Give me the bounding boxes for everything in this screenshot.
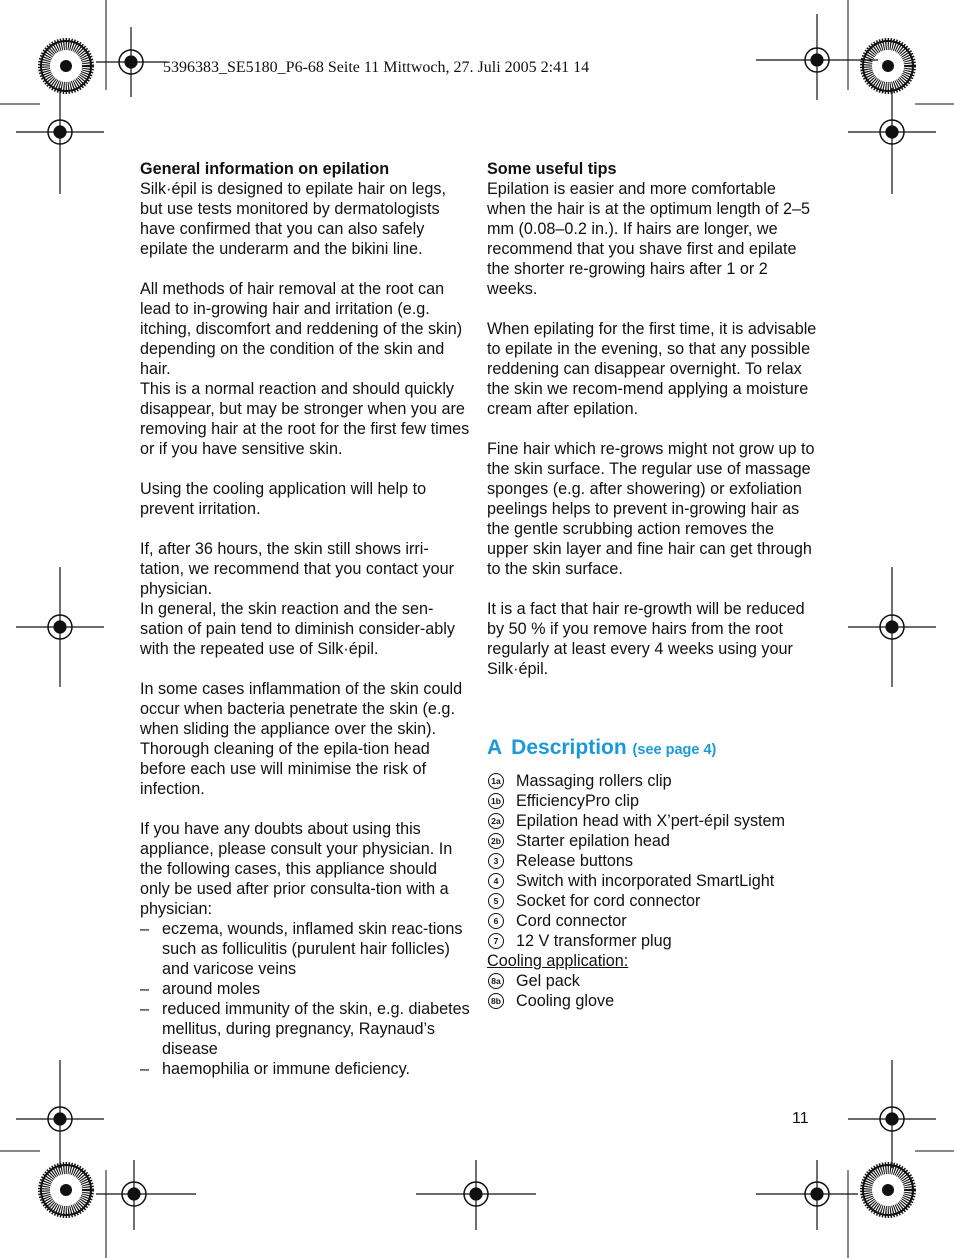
list-item: – eczema, wounds, inflamed skin reac-tions such as folliculitis (purulent hair follicles) and varicose veins (140, 919, 470, 979)
contraindication-list (140, 919, 470, 1079)
part-number-badge: 6 (488, 913, 504, 929)
part-label: Socket for cord connector (516, 892, 701, 910)
part-label: Cooling glove (516, 992, 615, 1010)
parts-list (487, 771, 817, 951)
list-item (487, 971, 817, 991)
part-number-badge: 1a (488, 773, 504, 789)
crosshair-icon-bc (416, 1160, 536, 1230)
part-label: Release buttons (516, 852, 633, 870)
part-label: Starter epilation head (516, 832, 670, 850)
starburst-bottom-right-icon (863, 1165, 913, 1215)
list-item: – around moles (140, 979, 470, 999)
paragraph: If you have any doubts about using this appliance, please consult your physician. In the following cases, this appliance should only be used after prior consulta-tion with a physician: (140, 820, 453, 918)
list-item: – reduced immunity of the skin, e.g. diabetes mellitus, during pregnancy, Raynaud’s disease (140, 999, 470, 1059)
right-column (487, 159, 817, 1011)
paragraph: In some cases inflammation of the skin could occur when bacteria penetrate the skin (e.g. when sliding the appliance over the skin). Thorough cleaning of the epila-tion head before each use will minimise the risk of infection. (140, 680, 463, 798)
useful-tips-heading: Some useful tips (487, 160, 617, 178)
list-item: – haemophilia or immune deficiency. (140, 1059, 470, 1079)
crosshair-icon-r2 (848, 567, 936, 687)
paragraph: It is a fact that hair re-growth will be reduced by 50 % if you remove hairs from the root regularly at least every 4 weeks using your Silk·épil. (487, 600, 805, 678)
crosshair-icon-l2 (16, 567, 104, 687)
crosshair-icon-tr (756, 14, 878, 100)
crosshair-icon-bl (96, 1160, 196, 1230)
list-item (487, 791, 817, 811)
paragraph: Using the cooling application will help to prevent irritation. (140, 480, 427, 518)
paragraph: Silk·épil is designed to epilate hair on legs, but use tests monitored by dermatologists have confirmed that you can also safely epilate the underarm and the bikini line. (140, 180, 446, 258)
paragraph: In general, the skin reaction and the sen-sation of pain tend to diminish consider-ably with the repeated use of Silk·épil. (140, 600, 455, 658)
crosshair-icon-br (756, 1160, 858, 1230)
part-number-badge: 5 (488, 893, 504, 909)
part-number-badge: 8b (488, 993, 504, 1009)
starburst-top-right-icon (863, 41, 913, 91)
part-label: Gel pack (516, 972, 580, 990)
part-label: 12 V transformer plug (516, 932, 672, 950)
part-number-badge: 3 (488, 853, 504, 869)
left-column (140, 159, 470, 1079)
general-info-heading: General information on epilation (140, 160, 390, 178)
description-heading (487, 735, 817, 763)
paragraph: Epilation is easier and more comfortable when the hair is at the optimum length of 2–5 mm (0.08–0.2 in.). If hairs are longer, we recommend that you shave first and epilate the shorter re-growing hairs after 1 or 2 weeks. (487, 180, 811, 298)
list-item (487, 811, 817, 831)
page-reference: (see page 4) (632, 742, 717, 758)
section-title: Description (511, 736, 627, 759)
part-label: Cord connector (516, 912, 627, 930)
part-number-badge: 7 (488, 933, 504, 949)
cooling-application-heading: Cooling application: (487, 952, 629, 970)
part-label: Switch with incorporated SmartLight (516, 872, 775, 890)
list-item (487, 911, 817, 931)
section-letter: A (487, 736, 503, 759)
crosshair-icon-r3 (848, 1060, 936, 1168)
part-number-badge: 2a (488, 813, 504, 829)
list-item (487, 871, 817, 891)
part-label: Epilation head with X’pert-épil system (516, 812, 786, 830)
part-number-badge: 4 (488, 873, 504, 889)
part-number-badge: 1b (488, 793, 504, 809)
crosshair-icon-l3 (16, 1060, 104, 1168)
paragraph: All methods of hair removal at the root can lead to in-growing hair and irritation (e.g. itching, discomfort and reddening of the skin) depending on the condition of the skin and hair. (140, 280, 463, 378)
part-label: EfficiencyPro clip (516, 792, 639, 810)
list-item (487, 991, 817, 1011)
list-item (487, 891, 817, 911)
paragraph: This is a normal reaction and should quickly disappear, but may be stronger when you are removing hair at the root for the first few times or if you have sensitive skin. (140, 380, 470, 458)
part-number-badge: 2b (488, 833, 504, 849)
part-number-badge: 8a (488, 973, 504, 989)
list-item (487, 771, 817, 791)
paragraph: When epilating for the first time, it is advisable to epilate in the evening, so that any possible reddening can disappear overnight. To relax the skin we recom-mend applying a moisture cream after epilation. (487, 320, 817, 418)
starburst-top-left-icon (41, 41, 91, 91)
starburst-bottom-left-icon (41, 1165, 91, 1215)
page-number: 11 (792, 1110, 809, 1127)
print-slug: 5396383_SE5180_P6-68 Seite 11 Mittwoch, 27. Juli 2005 2:41 14 (163, 59, 590, 76)
part-label: Massaging rollers clip (516, 772, 672, 790)
list-item (487, 851, 817, 871)
cooling-parts-list (487, 971, 817, 1011)
list-item (487, 831, 817, 851)
paragraph: Fine hair which re-grows might not grow up to the skin surface. The regular use of massage sponges (e.g. after showering) or exfoliation peelings helps to prevent in-growing hair as the gentle scrubbing action removes the upper skin layer and fine hair can get through to the skin surface. (487, 440, 815, 578)
list-item (487, 931, 817, 951)
paragraph: If, after 36 hours, the skin still shows irri-tation, we recommend that you contact your physician. (140, 540, 455, 598)
